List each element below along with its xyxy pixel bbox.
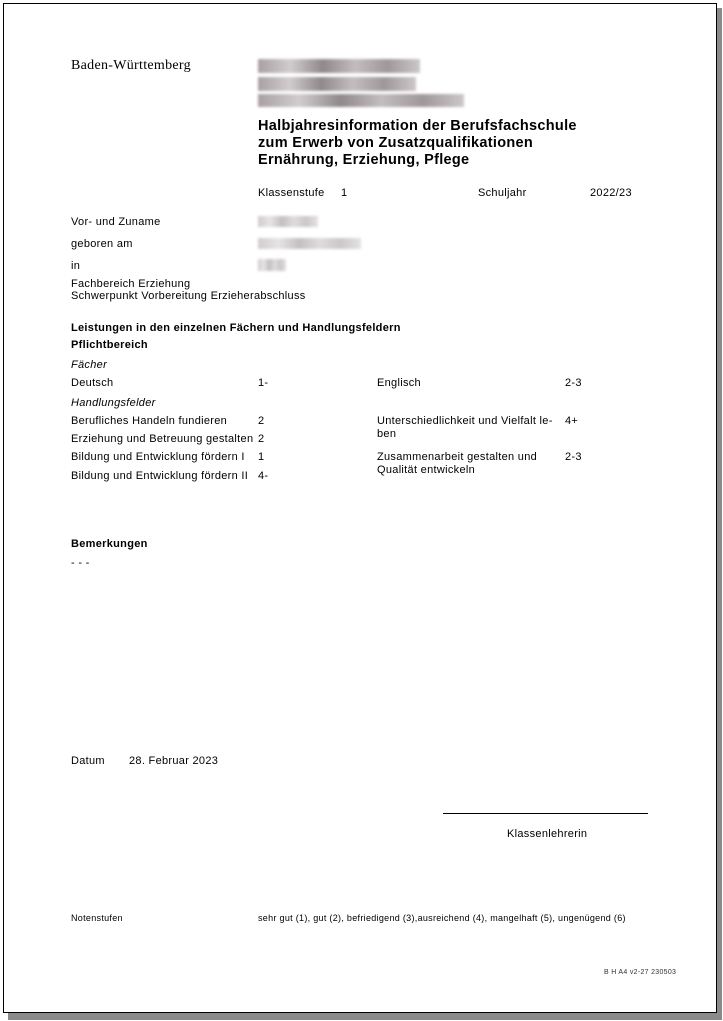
school-address-redacted [258,94,464,107]
title-line: Ernährung, Erziehung, Pflege [258,152,470,168]
klassenstufe-value: 1 [341,187,348,199]
date-value: 28. Februar 2023 [129,755,219,767]
grade-scale-label: Notenstufen [71,913,123,923]
field-name: Erziehung und Betreuung gestalten [71,433,254,445]
handlungsfelder-label: Handlungsfelder [71,397,156,409]
schuljahr-label: Schuljahr [478,187,527,199]
field-grade: 2 [258,415,265,427]
signature-label: Klassenlehrerin [507,828,588,840]
field-name: Zusammenarbeit gestalten und [377,451,538,463]
field-name-cont: ben [377,428,397,440]
grades-heading: Leistungen in den einzelnen Fächern und Handlungsfeldern [71,322,401,334]
field-grade: 2-3 [565,451,582,463]
field-grade: 4- [258,470,269,482]
field-name: Unterschiedlichkeit und Vielfalt le- [377,415,553,427]
form-code: B H A4 v2-27 230503 [604,969,677,976]
date-label: Datum [71,755,105,767]
subject-grade: 1- [258,377,269,389]
klassenstufe-label: Klassenstufe [258,187,325,199]
field-grade: 4+ [565,415,579,427]
pflichtbereich-heading: Pflichtbereich [71,339,148,351]
subject-name: Englisch [377,377,421,389]
schwerpunkt: Schwerpunkt Vorbereitung Erzieherabschluss [71,290,306,302]
state-name: Baden-Württemberg [71,58,191,73]
subject-grade: 2-3 [565,377,582,389]
faecher-label: Fächer [71,359,108,371]
field-name: Bildung und Entwicklung fördern I [71,451,245,463]
birthplace-redacted [258,259,286,271]
school-name-redacted [258,59,420,73]
field-name: Bildung und Entwicklung fördern II [71,470,249,482]
name-redacted [258,216,318,227]
title-line: Halbjahresinformation der Berufsfachschule [258,118,577,134]
born-label: geboren am [71,238,133,250]
school-name-redacted [258,77,416,91]
remarks-text: - - - [71,557,90,569]
name-label: Vor- und Zuname [71,216,161,228]
signature-line [443,813,648,814]
title-line: zum Erwerb von Zusatzqualifikationen [258,135,534,151]
field-name: Berufliches Handeln fundieren [71,415,228,427]
field-grade: 2 [258,433,265,445]
grade-scale-text: sehr gut (1), gut (2), befriedigend (3),ausreichend (4), mangelhaft (5), ungenügend (6) [258,913,626,923]
remarks-label: Bemerkungen [71,538,148,550]
birthdate-redacted [258,238,361,249]
field-grade: 1 [258,451,265,463]
document-title [258,118,618,169]
schuljahr-value: 2022/23 [590,187,632,199]
birthplace-label: in [71,260,81,272]
subject-name: Deutsch [71,377,114,389]
field-name-cont: Qualität entwickeln [377,464,476,476]
fachbereich: Fachbereich Erziehung [71,278,191,290]
